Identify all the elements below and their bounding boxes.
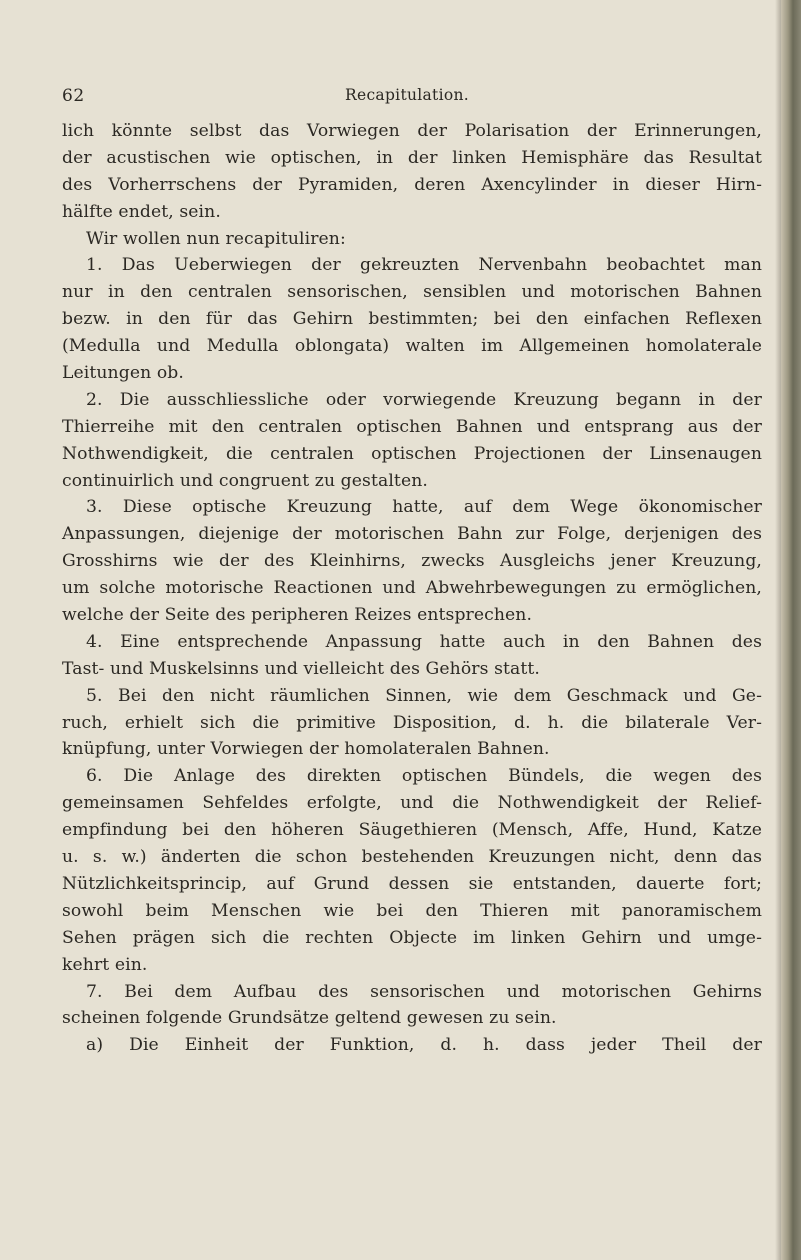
text-line: 4. Eine entsprechende Anpassung hatte auch in den Bahnen des <box>86 631 762 652</box>
text-line: hälfte endet, sein. <box>62 201 221 222</box>
text-line: knüpfung, unter Vorwiegen der homolateralen Bahnen. <box>62 739 550 760</box>
text-line: lich könnte selbst das Vorwiegen der Polarisation der Erinnerungen, <box>62 121 762 141</box>
page-number: 62 <box>62 86 85 106</box>
text-line: um solche motorische Reactionen und Abwehrbewegungen zu ermöglichen, <box>62 578 762 599</box>
text-line: sowohl beim Menschen wie bei den Thieren mit panoramischem <box>62 900 762 921</box>
text-line: Sehen prägen sich die rechten Objecte im linken Gehirn und umge- <box>62 927 762 948</box>
text-line: 7. Bei dem Aufbau des sensorischen und motorischen Gehirns <box>86 981 762 1002</box>
text-line: continuirlich und congruent zu gestalten. <box>62 470 428 491</box>
text-line: des Vorherrschens der Pyramiden, deren Axencylinder in dieser Hirn- <box>62 174 762 195</box>
text-line: scheinen folgende Grundsätze geltend gewesen zu sein. <box>62 1008 557 1029</box>
text-line: 2. Die ausschliessliche oder vorwiegende Kreuzung begann in der <box>86 389 762 410</box>
running-head: Recapitulation. <box>345 86 469 104</box>
text-line: Grosshirns wie der des Kleinhirns, zwecks Ausgleichs jener Kreuzung, <box>62 551 762 572</box>
text-line: Leitungen ob. <box>62 363 184 384</box>
text-line: u. s. w.) änderten die schon bestehenden Kreuzungen nicht, denn das <box>62 847 762 868</box>
page-header <box>62 86 752 110</box>
text-line: empfindung bei den höheren Säugethieren (Mensch, Affe, Hund, Katze <box>62 820 762 841</box>
page-edge-shadow <box>781 0 801 1260</box>
text-line: ruch, erhielt sich die primitive Disposition, d. h. die bilaterale Ver- <box>62 712 762 733</box>
text-line: 6. Die Anlage des direkten optischen Bündels, die wegen des <box>86 766 762 787</box>
text-line: 3. Diese optische Kreuzung hatte, auf dem Wege ökonomischer <box>86 497 762 518</box>
text-line: Anpassungen, diejenige der motorischen Bahn zur Folge, derjenigen des <box>62 524 762 545</box>
text-line: der acustischen wie optischen, in der linken Hemisphäre das Resultat <box>62 147 762 168</box>
text-line: Tast- und Muskelsinns und vielleicht des Gehörs statt. <box>62 658 540 679</box>
text-line: nur in den centralen sensorischen, sensiblen und motorischen Bahnen <box>62 282 762 303</box>
text-line: Wir wollen nun recapituliren: <box>86 228 346 249</box>
text-line: (Medulla und Medulla oblongata) walten im Allgemeinen homolaterale <box>62 336 762 357</box>
text-line: Thierreihe mit den centralen optischen Bahnen und entsprang aus der <box>62 416 762 437</box>
text-line: a) Die Einheit der Funktion, d. h. dass jeder Theil der <box>86 1035 762 1056</box>
text-line: bezw. in den für das Gehirn bestimmten; bei den einfachen Reflexen <box>62 309 762 330</box>
text-line: kehrt ein. <box>62 954 148 975</box>
text-line: Nothwendigkeit, die centralen optischen Projectionen der Linsenaugen <box>62 443 762 464</box>
text-line: 1. Das Ueberwiegen der gekreuzten Nervenbahn beobachtet man <box>86 255 762 276</box>
text-line: welche der Seite des peripheren Reizes entsprechen. <box>62 605 533 626</box>
body-text <box>62 118 762 1059</box>
text-line: 5. Bei den nicht räumlichen Sinnen, wie dem Geschmack und Ge- <box>86 685 762 706</box>
text-line: gemeinsamen Sehfeldes erfolgte, und die Nothwendigkeit der Relief- <box>62 793 762 814</box>
text-line: Nützlichkeitsprincip, auf Grund dessen sie entstanden, dauerte fort; <box>62 873 762 894</box>
